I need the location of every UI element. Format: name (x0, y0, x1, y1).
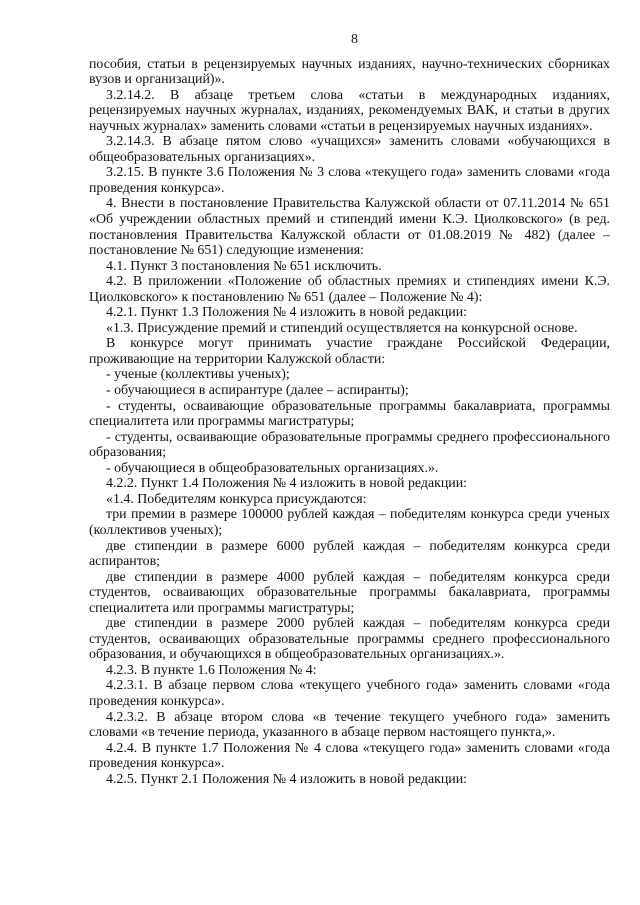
paragraph: - студенты, осваивающие образовательные программы среднего профессионального образования; (89, 429, 610, 461)
paragraph: 4.2.1. Пункт 1.3 Положения № 4 изложить в новой редакции: (106, 305, 468, 321)
document-body (89, 57, 610, 788)
paragraph: - студенты, осваивающие образовательные программы бакалавриата, программы специалитета или программы магистратуры; (89, 398, 610, 430)
page-number: 8 (351, 32, 358, 47)
paragraph: 4.2.4. В пункте 1.7 Положения № 4 слова «текущего года» заменить словами «года проведения конкурса». (89, 740, 610, 772)
paragraph: 4.2.5. Пункт 2.1 Положения № 4 изложить в новой редакции: (106, 771, 468, 787)
paragraph: «1.4. Победителям конкурса присуждаются: (106, 491, 367, 507)
paragraph: 4.1. Пункт 3 постановления № 651 исключить. (106, 258, 382, 274)
paragraph: пособия, статьи в рецензируемых научных изданиях, научно-технических сборниках вузов и организаций)». (89, 56, 610, 88)
paragraph: «1.3. Присуждение премий и стипендий осуществляется на конкурсной основе. (106, 320, 578, 336)
paragraph: 4. Внести в постановление Правительства Калужской области от 07.11.2014 № 651 «Об учреждении областных премий и стипендий имени К.Э. Циолковского» (в ред. постановления Правительства Калужской области от 01.08.2019 № 482) (далее – постановление № 651) следующие изменения: (89, 196, 610, 259)
paragraph: В конкурсе могут принимать участие граждане Российской Федерации, проживающие на территории Калужской области: (89, 336, 610, 367)
paragraph: 4.2.3.2. В абзаце втором слова «в течение текущего учебного года» заменить словами «в течение периода, указанного в абзаце первом настоящего пункта,». (89, 709, 610, 741)
paragraph: две стипендии в размере 6000 рублей каждая – победителям конкурса среди аспирантов; (89, 538, 610, 570)
paragraph: 4.2.3.1. В абзаце первом слова «текущего учебного года» заменить словами «года проведения конкурса». (89, 678, 610, 709)
paragraph: две стипендии в размере 4000 рублей каждая – победителям конкурса среди студентов, осваивающих образовательные программы бакалавриата, программы специалитета или программы магистратуры; (89, 569, 610, 616)
paragraph: 3.2.14.2. В абзаце третьем слова «статьи в международных изданиях, рецензируемых научных журналах, изданиях, рекомендуемых ВАК, и статьи в других научных журналах» заменить словами «статьи в рецензируемых научных изданиях». (89, 87, 610, 134)
paragraph: - обучающиеся в аспирантуре (далее – аспиранты); (106, 383, 409, 399)
paragraph: 3.2.15. В пункте 3.6 Положения № 3 слова «текущего года» заменить словами «года проведения конкурса». (89, 165, 610, 196)
paragraph: две стипендии в размере 2000 рублей каждая – победителям конкурса среди студентов, осваивающих образовательные программы среднего профессионального образования, и обучающихся в общеобразовательных организациях.». (89, 616, 610, 663)
paragraph: 4.2. В приложении «Положение об областных премиях и стипендиях имени К.Э. Циолковского» к постановлению № 651 (далее – Положение № 4): (89, 274, 610, 305)
paragraph: 4.2.3. В пункте 1.6 Положения № 4: (106, 662, 317, 678)
paragraph: - обучающиеся в общеобразовательных организациях.». (106, 460, 439, 476)
paragraph: три премии в размере 100000 рублей каждая – победителям конкурса среди ученых (коллективов ученых); (89, 507, 610, 538)
paragraph: 3.2.14.3. В абзаце пятом слово «учащихся» заменить словами «обучающихся в общеобразовательных организациях». (89, 134, 610, 165)
paragraph: 4.2.2. Пункт 1.4 Положения № 4 изложить в новой редакции: (106, 476, 468, 492)
paragraph: - ученые (коллективы ученых); (106, 367, 290, 383)
